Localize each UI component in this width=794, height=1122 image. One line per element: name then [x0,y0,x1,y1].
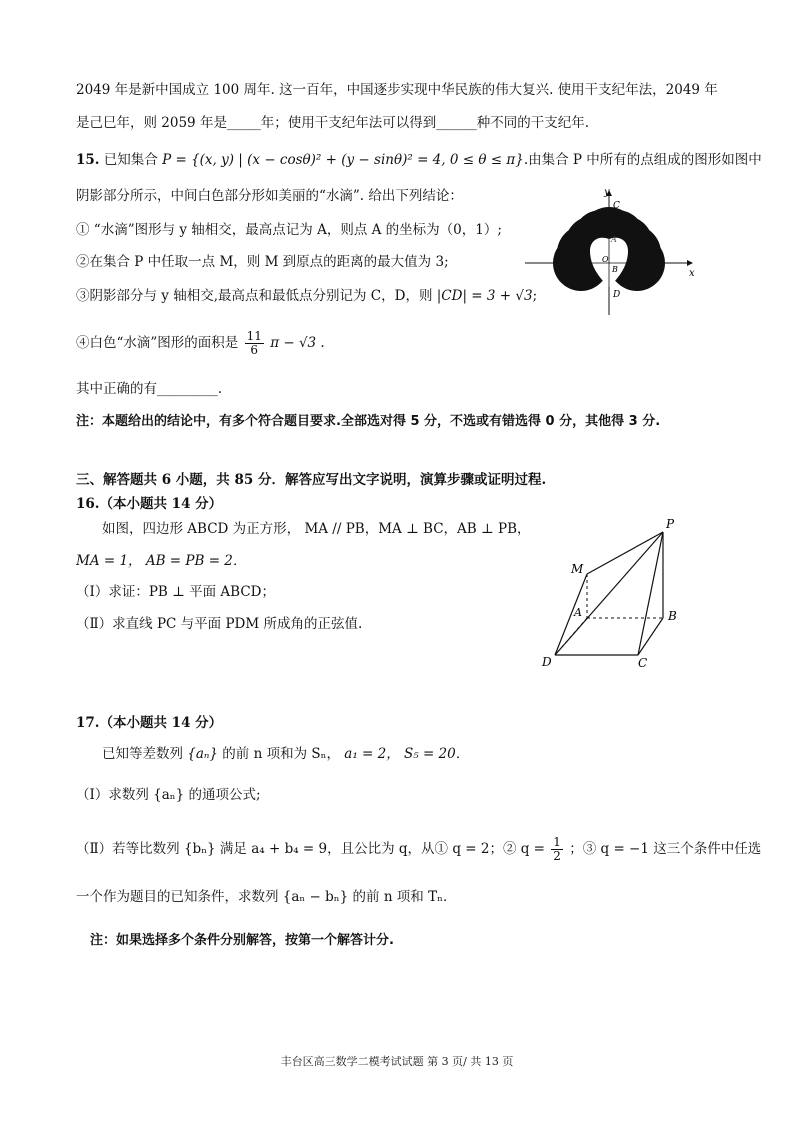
q15-stem-post: .由集合 P 中所有的点组成的图形如图中 [523,152,762,168]
label-C: C [613,201,620,211]
q15-figure [520,185,700,320]
q17-heading: 17.（本小题共 14 分） [76,715,223,731]
label-D: D [613,290,621,300]
q15-option-4-pre: ④白色“水滴”图形的面积是 [76,335,239,351]
q17-line-1-values: a₁ = 2， S₅ = 20． [344,746,470,762]
q15-option-1: ① “水滴”图形与 y 轴相交，最高点记为 A，则点 A 的坐标为（0，1）; [76,222,502,238]
q15-stem-pre: 已知集合 [103,152,158,168]
q15-option-3 [76,286,537,306]
label-M: M [571,562,584,576]
label-x: x [689,268,695,279]
q15-answer-line: 其中正确的有_________. [76,381,223,397]
q15-option-3-math: |CD| = 3 + √3 [436,288,533,304]
intro-line-2: 是己巳年，则 2059 年是_____年；使用干支纪年法可以得到______种不同的干支纪年. [76,115,589,131]
q16-part-2: （Ⅱ）求直线 PC 与平面 PDM 所成角的正弦值. [76,616,363,632]
q15-note: 注：本题给出的结论中，有多个符合题目要求.全部选对得 5 分，不选或有错选得 0 分，其他得 3 分. [76,414,661,429]
label-A: A [611,235,617,244]
q15-option-2: ②在集合 P 中任取一点 M，则 M 到原点的距离的最大值为 3; [76,254,449,270]
fraction-numerator: 11 [246,329,262,343]
label-A: A [574,606,582,619]
q15-line-2: 阴影部分所示，中间白色部分形如美丽的“水滴”. 给出下列结论： [76,188,463,204]
q16-heading: 16.（本小题共 14 分） [76,496,223,512]
q16-part-1: （Ⅰ）求证：PB ⊥ 平面 ABCD； [76,584,275,600]
q15-option-4-fraction [245,330,264,357]
page-footer: 丰台区高三数学二模考试试题 第 3 页/ 共 13 页 [280,1055,514,1068]
label-C: C [638,656,648,670]
fraction-denominator: 6 [250,343,259,357]
label-D: D [542,655,552,669]
label-y: y [604,187,610,198]
label-O: O [602,255,609,264]
q15-option-4-post: π − √3 . [270,335,325,351]
q17-sequence-a: {aₙ} [187,746,218,762]
intro-line-1: 2049 年是新中国成立 100 周年. 这一百年，中国逐步实现中华民族的伟大复兴. 使用干支纪年法，2049 年 [76,82,718,98]
q15-option-3-post: ; [532,288,538,304]
q17-part-2-fraction [551,836,563,863]
q16-line-1: 如图，四边形 ABCD 为正方形， MA // PB，MA ⊥ BC，AB ⊥ PB， [102,521,531,537]
q15-stem [76,150,762,170]
q15-set-expression: P = {(x, y) | (x − cosθ)² + (y − sinθ)² = 4, 0 ≤ θ ≤ π} [162,152,524,168]
q17-note: 注：如果选择多个条件分别解答，按第一个解答计分. [90,933,394,948]
section-3-heading: 三、解答题共 6 小题，共 85 分．解答应写出文字说明，演算步骤或证明过程. [76,472,547,488]
q16-line-2: MA = 1， AB = PB = 2． [76,553,247,569]
q15-number: 15. [76,152,100,168]
q17-part-2-post: ；③ q = −1 这三个条件中任选 [569,841,762,857]
fraction-numerator: 1 [553,835,561,849]
q17-line-1-mid: 的前 n 项和为 Sₙ， [222,746,340,762]
q15-option-4 [76,330,325,357]
q17-part-2-line-2: 一个作为题目的已知条件，求数列 {aₙ − bₙ} 的前 n 项和 Tₙ． [76,889,457,905]
q17-part-2 [76,836,761,863]
q15-option-3-pre: ③阴影部分与 y 轴相交,最高点和最低点分别记为 C，D，则 [76,288,433,304]
label-P: P [666,517,675,531]
fraction-denominator: 2 [553,849,561,863]
q17-line-1 [102,744,469,764]
q17-part-1: （Ⅰ）求数列 {aₙ} 的通项公式; [76,787,261,803]
label-B: B [668,609,677,623]
label-B: B [612,265,618,274]
q16-figure [535,512,695,672]
q17-line-1-pre: 已知等差数列 [102,746,183,762]
q17-part-2-pre: （Ⅱ）若等比数列 {bₙ} 满足 a₄ + b₄ = 9，且公比为 q，从① q = 2；② q = [76,841,545,857]
